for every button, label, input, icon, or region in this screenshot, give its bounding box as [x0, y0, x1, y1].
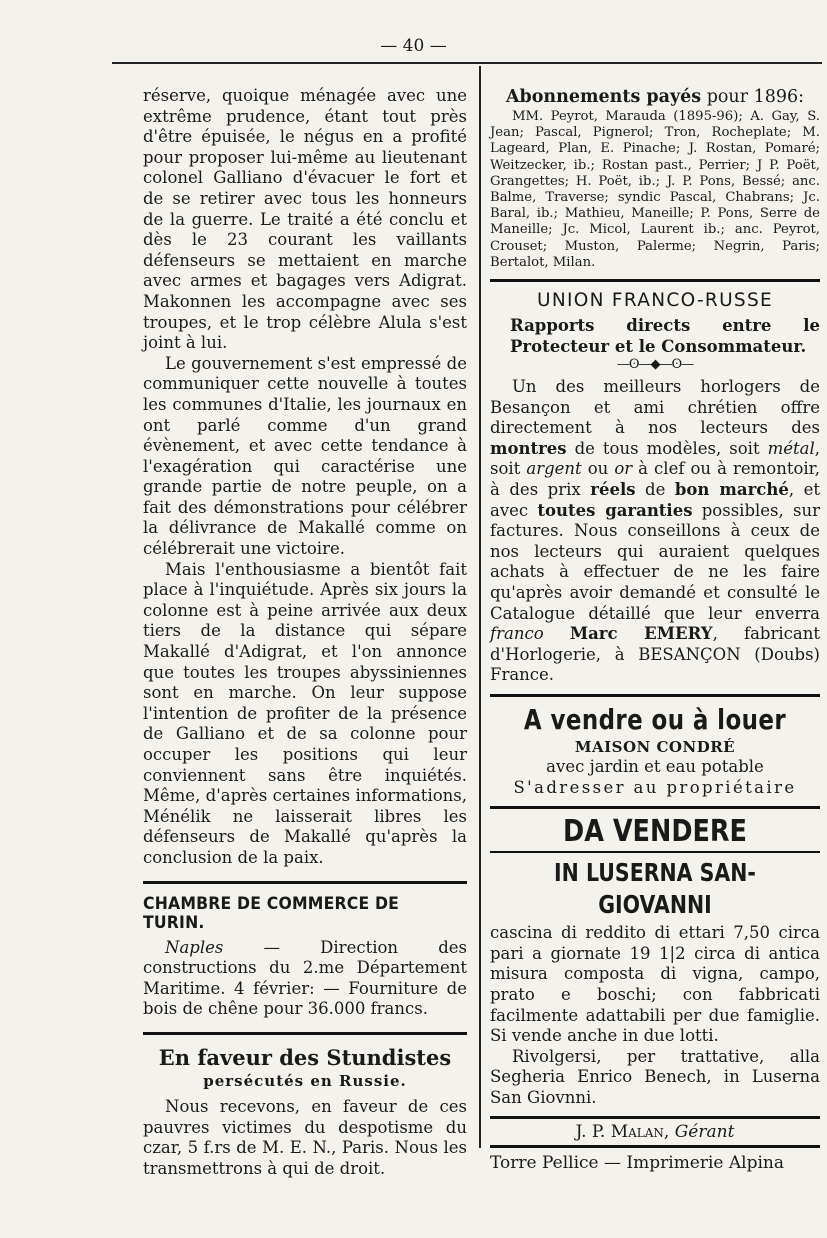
column-divider — [479, 66, 481, 1148]
abonnements-title-bold: Abonnements payés — [505, 87, 702, 107]
da-vendere-title: DA VENDERE — [563, 814, 747, 850]
da-vendere-text: Rivolgersi, per trattative, alla Segheria Enrico Benech, in Luserna San Giovnni. — [490, 1046, 820, 1107]
union-text-part: , soit — [490, 438, 820, 479]
left-column — [143, 86, 467, 1179]
chambre-city: Naples — [165, 937, 224, 957]
union-text-italic: franco — [490, 624, 544, 644]
union-text-italic: argent — [526, 459, 582, 479]
union-text-part — [544, 624, 570, 643]
union-text-bold: réels — [590, 480, 636, 499]
section-rule — [143, 881, 467, 884]
section-rule — [490, 1145, 820, 1148]
vendre-title: A vendre ou à louer — [523, 702, 787, 736]
union-text-bold: montres — [490, 438, 567, 458]
union-text-bold: toutes garanties — [537, 500, 693, 520]
union-text-italic: or — [614, 459, 633, 479]
page-number: — 40 — — [380, 36, 447, 56]
gerant-name: J. P. Malan, — [575, 1122, 670, 1143]
stundistes-title: En faveur des Stundistes — [158, 1044, 452, 1070]
union-text-part: possibles, sur factures. Nous conseillons à ceux de nos lecteurs qui auraient quelques achats à effectuer de ne les faire qu'après avoir demandé et consulté le Catalogue détaillé que leur enverra — [490, 500, 821, 623]
section-rule — [490, 694, 820, 697]
union-text-part: , fabricant d'Horlogerie, à BESANÇON (Doubs) France. — [490, 624, 820, 685]
section-rule — [490, 279, 820, 282]
union-text-part: Un des meilleurs horlogers de Besançon et ami chrétien offre directement à nos lecteurs des — [490, 377, 820, 438]
section-rule — [490, 1116, 820, 1119]
union-text-part: à clef ou à remontoir, à des prix — [490, 459, 820, 499]
chambre-title: CHAMBRE DE COMMERCE DE TURIN. — [143, 893, 400, 932]
section-rule — [490, 806, 820, 809]
union-title: UNION FRANCO-RUSSE — [537, 290, 773, 312]
union-text-part: de tous modèles, soit — [566, 438, 768, 458]
article-paragraph: Mais l'enthousiasme a bientôt fait place à l'inquiétude. Après six jours la colonne est à peine arrivée aux deux tiers de la distance qui sépare Makallé d'Adigrat, et l'on annonce que toutes les troupes abyssiniennes sont en marche. On leur suppose l'intention de profiter de la présence de Galliano et de sa colonne pour occuper les positions qui leur conviennent sans être inquiétés. Même, d'après certaines informations, Ménélik ne laisserait libres les défenseurs de Makallé qu'après la conclusion de la paix. — [143, 559, 467, 867]
right-column — [490, 86, 820, 1174]
union-text-bold: Marc EMERY — [569, 624, 713, 644]
union-text-italic: métal — [767, 438, 815, 458]
vendre-maison: MAISON CONDRÉ — [574, 737, 736, 756]
union-text — [490, 377, 820, 686]
article-paragraph: réserve, quoique ménagée avec une extrême prudence, étant tout près d'être épuisée, le négus en a profité pour proposer lui-même au lieutenant colonel Galliano d'évacuer le fort et de se retirer avec tous les honneurs de la guerre. Le traité a été conclu et dès le 23 courant les vaillants défenseurs se mettaient en marche avec armes et bagages vers Adigrat. Makonnen les accompagne avec ses troupes, et le trop célèbre Alula s'est joint à lui. — [143, 86, 467, 353]
da-vendere-location: IN LUSERNA SAN-GIOVANNI — [554, 858, 756, 920]
union-text-part: , et avec — [490, 480, 820, 520]
chambre-text — [143, 938, 467, 1020]
section-rule — [143, 1032, 467, 1035]
article-paragraph: Le gouvernement s'est empressé de communiquer cette nouvelle à toutes les communes d'Italie, les journaux en ont parlé comme d'un grand évènement, et avec cette tendance à l'exagération qui caractérise une grande partie de notre peuple, on a fait des démonstrations pour célébrer la délivrance de Makallé comme on célébrerait une victoire. — [143, 353, 467, 559]
abonnements-title-rest: pour 1896: — [701, 87, 805, 107]
abonnements-title — [490, 86, 820, 109]
section-rule — [490, 851, 820, 853]
union-text-part: de — [635, 480, 675, 499]
union-subtitle: Rapports directs entre le Protecteur et le Consommateur. — [510, 316, 820, 357]
chambre-body: — Direction des constructions du 2.me Département Maritime. 4 février: — Fourniture de bois de chêne pour 36.000 francs. — [143, 937, 467, 1019]
gerant — [490, 1121, 820, 1143]
imprimerie: Torre Pellice — Imprimerie Alpina — [490, 1153, 785, 1174]
vendre-line: S'adresser au propriétaire — [513, 777, 797, 797]
union-text-bold: bon marché — [674, 480, 789, 499]
abonnements-text: MM. Peyrot, Marauda (1895-96); A. Gay, S. Jean; Pascal, Pignerol; Tron, Rocheplate; M. Lageard, Plan, E. Pinache; J. Rostan, Pomaré; Weitzecker, ib.; Rostan past., Perrier; J P. Poët, Grangettes; H. Poët, ib.; J. P. Pons, Bessé; anc. Balme, Traverse; syndic Pascal, Chabrans; Jc. Baral, ib.; Mathieu, Maneille; P. Pons, Serre de Maneille; Jc. Micol, Laurent ib.; anc. Peyrot, Crouset; Muston, Palerme; Negrin, Paris; Bertalot, Milan. — [490, 109, 820, 270]
gerant-title: Gérant — [669, 1122, 735, 1143]
ornament: —ʘ—◆—ʘ— — [616, 357, 694, 373]
header-rule — [112, 62, 822, 64]
da-vendere-text: cascina di reddito di ettari 7,50 circa pari a giornate 19 1|2 circa di antica misura composta di vigna, campo, prato e boschi; con fabbricati facilmente adattabili per due famiglie. Si vende anche in due lotti. — [490, 923, 820, 1046]
vendre-line: avec jardin et eau potable — [546, 756, 764, 776]
stundistes-text: Nous recevons, en faveur de ces pauvres victimes du despotisme du czar, 5 f.rs de M. E. N., Paris. Nous les transmettrons à qui de droit. — [143, 1096, 467, 1178]
union-text-part: ou — [581, 459, 615, 479]
stundistes-subtitle: persécutés en Russie. — [203, 1071, 407, 1090]
